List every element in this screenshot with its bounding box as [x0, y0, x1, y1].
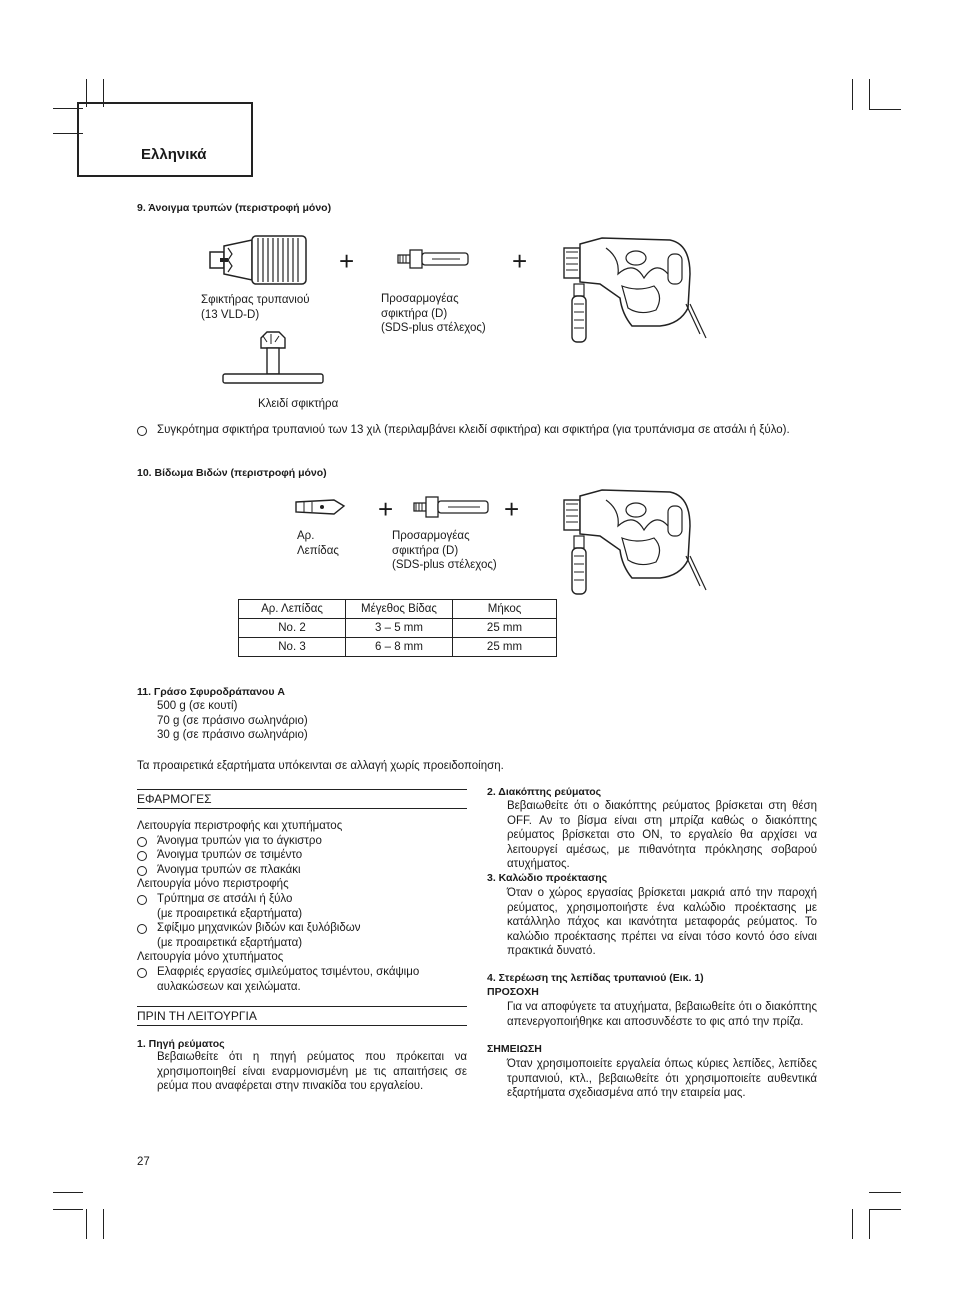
drill-chuck-illustration [208, 232, 312, 288]
chuck-key-illustration [221, 330, 325, 392]
bullet-circle-icon [137, 851, 147, 861]
language-label: Ελληνικά [141, 146, 207, 163]
note-title: ΣΗΜΕΙΩΣΗ [487, 1043, 542, 1055]
hammer-drill-illustration [560, 234, 710, 346]
section-11-title: 11. Γράσο Σφυροδράπανου A [137, 686, 285, 698]
page-number: 27 [137, 1156, 150, 1168]
plus-sign: + [378, 494, 394, 524]
list-item: Σφίξιμο μηχανικών βιδών και ξυλόβιδων [137, 921, 469, 936]
section-9-note: Συγκρότημα σφικτήρα τρυπανιού των 13 χιλ (περιλαμβάνει κλειδί σφικτήρα) και σφικτήρα (για τρυπάνισμα σε ατσάλι ή ξύλο). [137, 423, 838, 438]
plus-sign: + [512, 246, 528, 276]
section-9-title: 9. Άνοιγμα τρυπών (περιστροφή μόνο) [137, 202, 332, 214]
bullet-circle-icon [137, 837, 147, 847]
power-switch-title: 2. Διακόπτης ρεύματος [487, 786, 602, 798]
applications-list: Λειτουργία περιστροφής και χτυπήματος Άνοιγμα τρυπών για το άγκιστρο Άνοιγμα τρυπών σε τσιμέντο Άνοιγμα τρυπών σε πλακάκι Λειτουργία μόνο περιστροφής Τρύπημα σε ατσάλι ή ξύλο (με προαιρετικά εξαρτήματα) Σφίξιμο μηχανικών βιδών και ξυλόβιδων (με προαιρετικά εξαρτήματα) Λειτουργία μόνο χτυπήματος Ελαφριές εργασίες σμιλεύματος τσιμέντου, σκάψιμο αυλακώσεων και χειλώματα. [137, 819, 469, 994]
grease-list [157, 699, 308, 743]
screw-bit-table [238, 599, 557, 657]
power-source-text: Βεβαιωθείτε ότι η πηγή ρεύματος που πρόκειται να χρησιμοποιηθεί είναι εναρμονισμένη με τις απαιτήσεις σε ρεύμα που αναφέρεται στην πινακίδα του εργαλείου. [157, 1051, 467, 1093]
list-item: 30 g (σε πράσινο σωληνάριο) [157, 729, 308, 742]
section-10-title: 10. Βίδωμα Βιδών (περιστροφή μόνο) [137, 467, 327, 479]
chuck-key-label: Κλειδί σφικτήρα [258, 398, 339, 410]
list-item: Ελαφριές εργασίες σμιλεύματος τσιμέντου, σκάψιμο [137, 965, 469, 980]
bit-mounting-title: 4. Στερέωση της λεπίδας τρυπανιού (Εικ. 1) [487, 972, 704, 984]
bullet-circle-icon [137, 895, 147, 905]
applications-heading: ΕΦΑΡΜΟΓΕΣ [137, 789, 467, 809]
bit-label: Αρ. Λεπίδας [297, 530, 339, 557]
adapter-label: Προσαρμογέας σφικτήρα (D) (SDS-plus στέλεχος) [381, 293, 486, 335]
hammer-drill-illustration [560, 486, 710, 598]
table-header-cell: Μήκος [453, 600, 557, 619]
screwdriver-bit-illustration [294, 496, 346, 518]
list-item: Άνοιγμα τρυπών σε πλακάκι [137, 863, 469, 878]
list-item: Άνοιγμα τρυπών σε τσιμέντο [137, 848, 469, 863]
table-header-row [239, 600, 557, 619]
list-item: Τρύπημα σε ατσάλι ή ξύλο [137, 892, 469, 907]
power-switch-text: Βεβαιωθείτε ότι ο διακόπτης ρεύματος βρίσκεται στη θέση OFF. Αν το βίσμα είναι στη μπρίζα καθώς ο διακόπτης ρεύματος βρίσκεται στο ON, το εργαλείο θα αρχίσει να λειτουργεί αμέσως, με πιθανότητα πρόκλησης σοβαρού ατυχήματος. [507, 800, 817, 871]
before-operation-heading: ΠΡΙΝ ΤΗ ΛΕΙΤΟΥΡΓΙΑ [137, 1006, 467, 1026]
language-header-box [77, 102, 253, 177]
adapter-label: Προσαρμογέας σφικτήρα (D) (SDS-plus στέλεχος) [392, 530, 497, 572]
note-text: Όταν χρησιμοποιείτε εργαλεία όπως κύριες λεπίδες, λεπίδες τρυπανιού, κτλ., βεβαιωθείτε ότι χρησιμοποιείτε αυθεντικά εξαρτήματα σχεδιασμένα από την εταιρεία μας. [507, 1058, 817, 1100]
chuck-label: Σφικτήρας τρυπανιού (13 VLD-D) [201, 294, 310, 321]
chuck-adapter-illustration [396, 246, 472, 272]
optional-note: Τα προαιρετικά εξαρτήματα υπόκεινται σε αλλαγή χωρίς προειδοποίηση. [137, 760, 504, 772]
table-row [239, 638, 557, 657]
table-cell: 3 – 5 mm [346, 619, 453, 638]
plus-sign: + [504, 494, 520, 524]
bullet-circle-icon [137, 866, 147, 876]
list-item: Άνοιγμα τρυπών για το άγκιστρο [137, 834, 469, 849]
table-cell: No. 2 [239, 619, 346, 638]
caution-title: ΠΡΟΣΟΧΗ [487, 986, 539, 998]
table-header-cell: Μέγεθος Βίδας [346, 600, 453, 619]
bullet-circle-icon [137, 426, 147, 436]
plus-sign: + [339, 246, 355, 276]
bullet-circle-icon [137, 968, 147, 978]
extension-cord-title: 3. Καλώδιο προέκτασης [487, 872, 608, 884]
table-cell: 25 mm [453, 638, 557, 657]
caution-text: Για να αποφύγετε τα ατυχήματα, βεβαιωθείτε ότι ο διακόπτης απενεργοποιήθηκε και αποσυνδέστε το φις από την πρίζα. [507, 1001, 817, 1028]
table-cell: No. 3 [239, 638, 346, 657]
chuck-adapter-illustration [412, 493, 492, 521]
extension-cord-text: Όταν ο χώρος εργασίας βρίσκεται μακριά από την παροχή ρεύματος, χρησιμοποιήστε ένα καλώδιο προέκτασης με κατάλληλο πάχος και ικανότητα μεταφοράς ρεύματος. Το καλώδιο προέκτασης πρέπει να είναι τόσο κοντό όσο είναι πρακτικά δυνατό. [507, 887, 817, 958]
table-header-cell: Αρ. Λεπίδας [239, 600, 346, 619]
list-item: 500 g (σε κουτί) [157, 700, 238, 712]
table-cell: 25 mm [453, 619, 557, 638]
list-item: 70 g (σε πράσινο σωληνάριο) [157, 714, 308, 727]
bullet-circle-icon [137, 924, 147, 934]
table-cell: 6 – 8 mm [346, 638, 453, 657]
power-source-title: 1. Πηγή ρεύματος [137, 1038, 225, 1050]
table-row [239, 619, 557, 638]
